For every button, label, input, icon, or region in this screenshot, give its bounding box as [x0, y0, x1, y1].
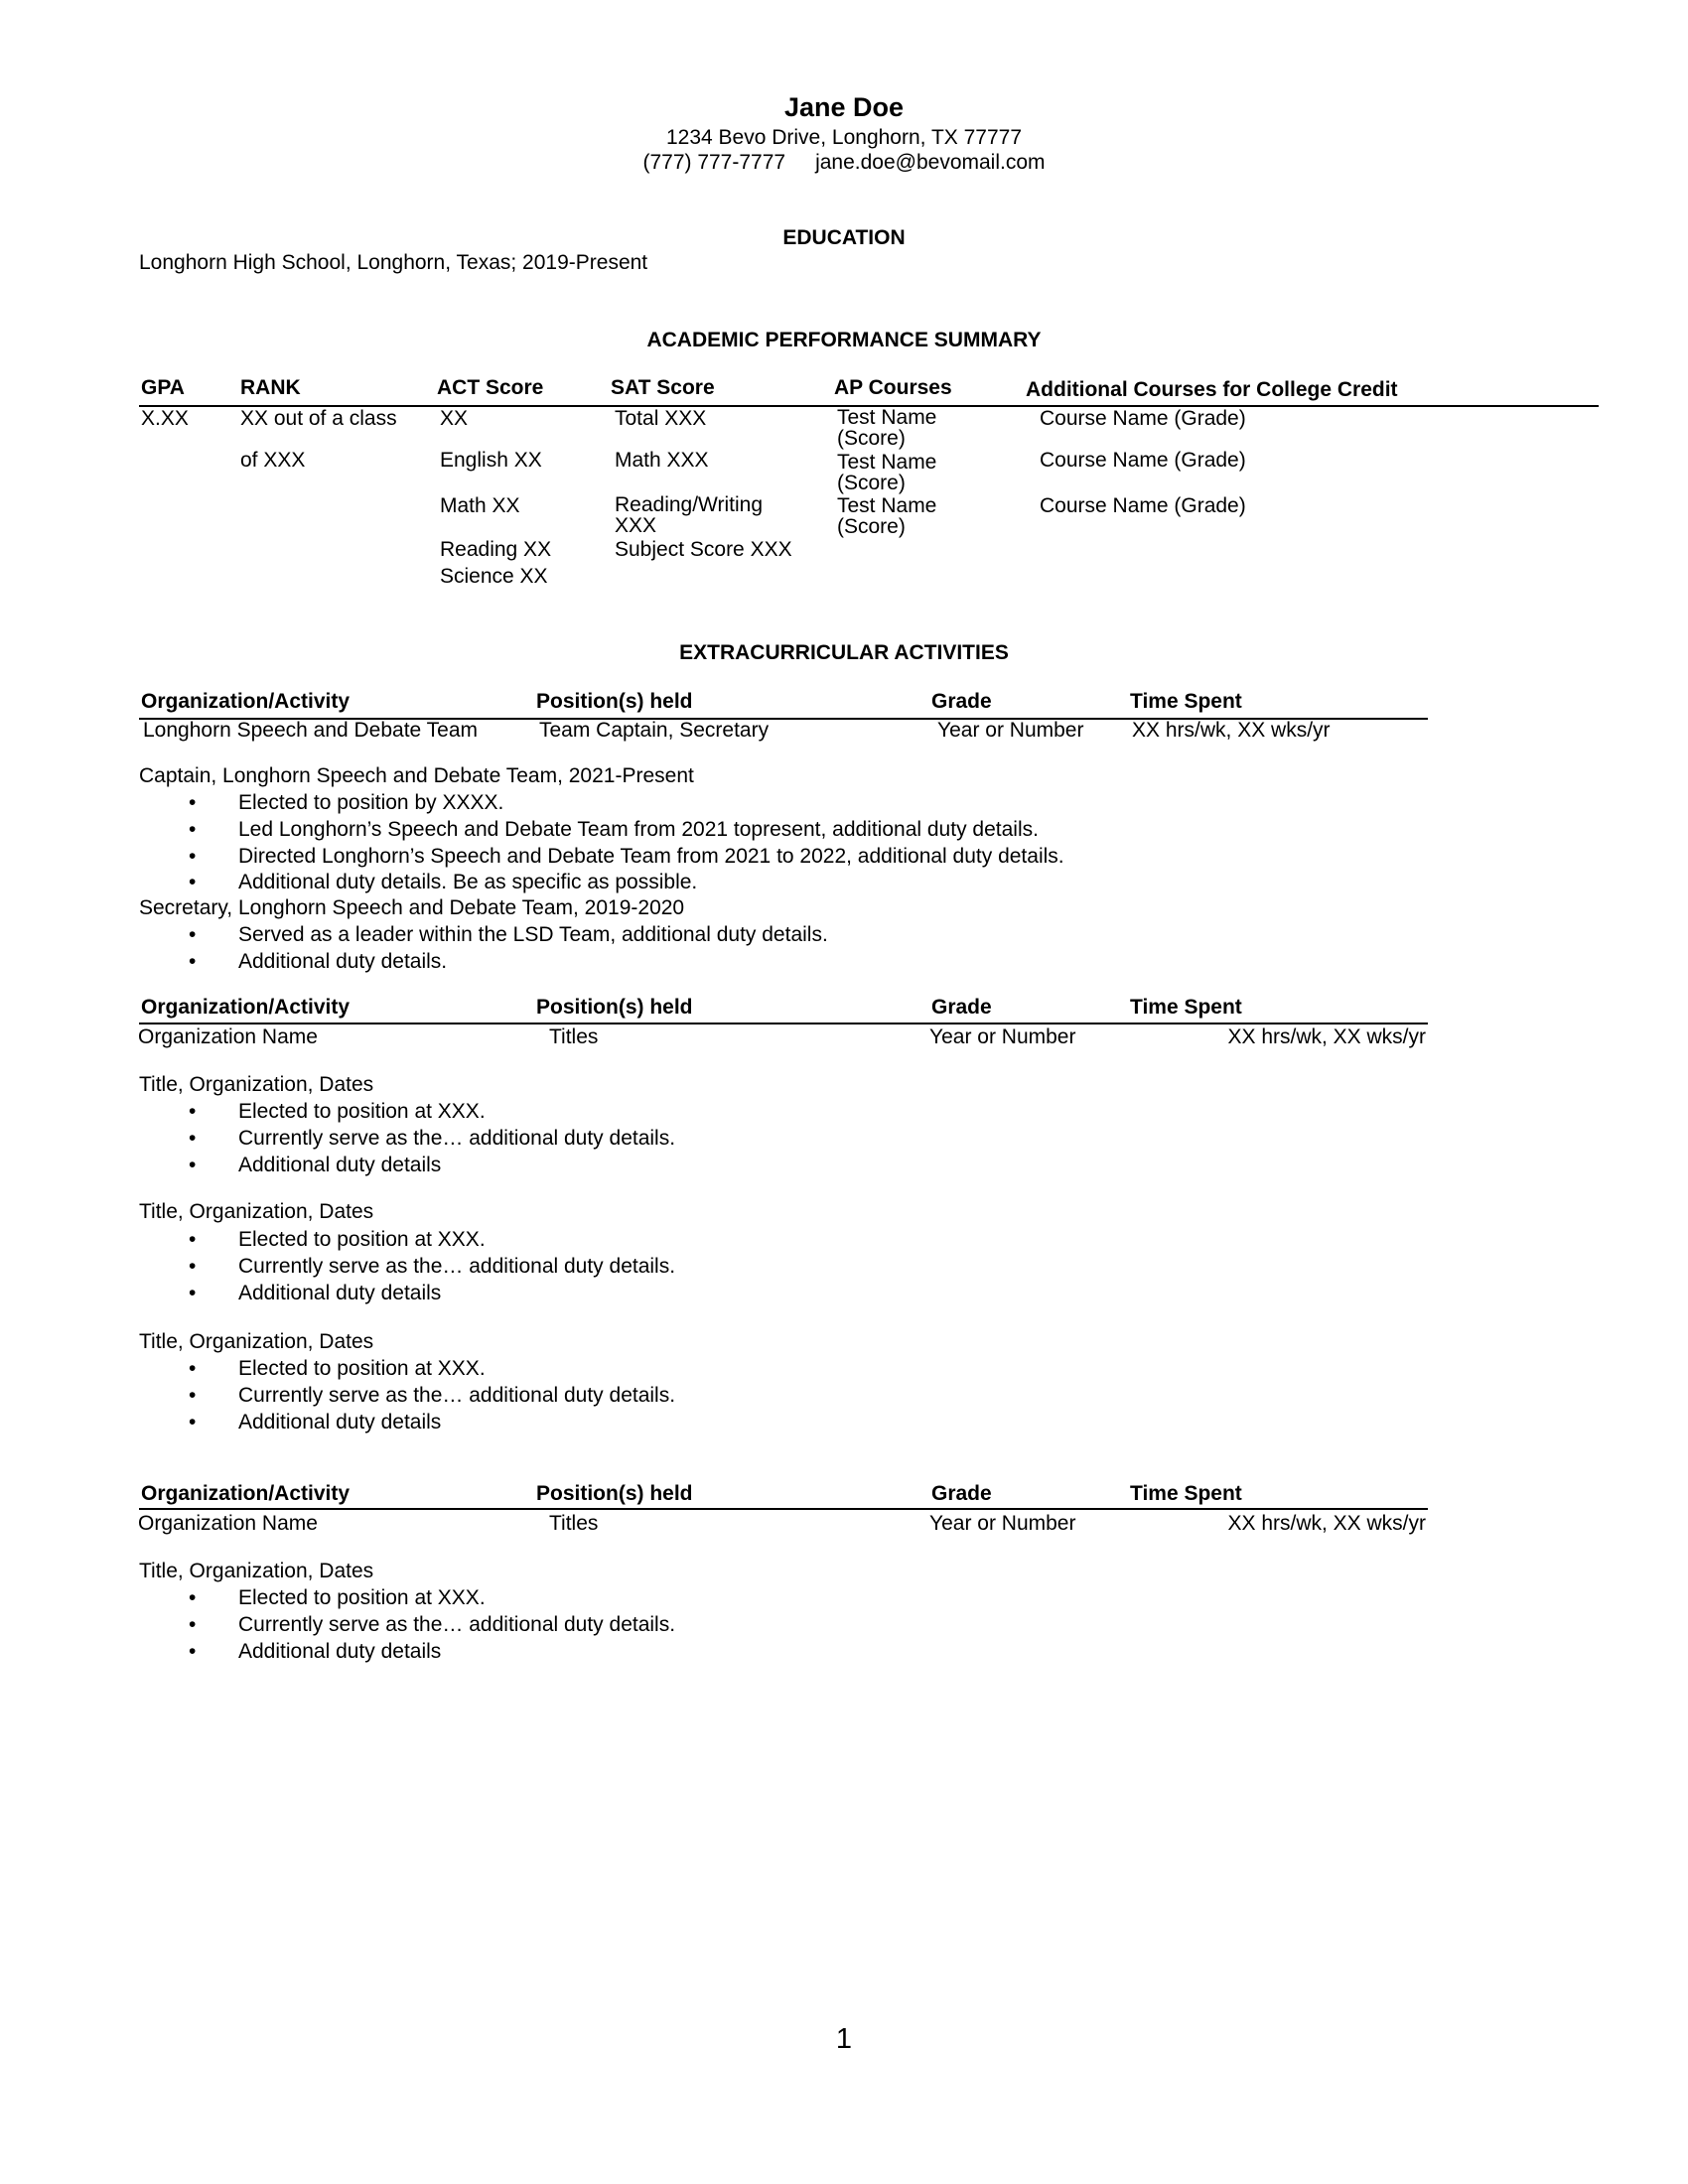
bullet-marker: • — [189, 1255, 197, 1278]
activity-position: Titles — [549, 1025, 599, 1048]
phone-number: (777) 777-7777 — [642, 151, 786, 174]
duty-item: Elected to position at XXX. — [238, 1100, 486, 1123]
act-line: English XX — [440, 449, 542, 472]
additional-courses-header: Additional Courses for College Credit — [1026, 378, 1398, 401]
duty-item: Currently serve as the… additional duty details. — [238, 1613, 676, 1636]
extracurricular-heading: EXTRACURRICULAR ACTIVITIES — [679, 641, 1009, 664]
page-number: 1 — [835, 2023, 853, 2055]
ap-course: Test Name (Score) — [837, 406, 937, 450]
duty-item: Additional duty details. Be as specific as possible. — [238, 871, 698, 893]
email-address: jane.doe@bevomail.com — [815, 151, 1046, 174]
rank-header: RANK — [240, 376, 301, 399]
duty-item: Currently serve as the… additional duty details. — [238, 1255, 676, 1278]
duty-item: Additional duty details — [238, 1282, 442, 1304]
activity-grade: Year or Number — [929, 1025, 1076, 1048]
bullet-marker: • — [189, 1384, 197, 1407]
additional-course: Course Name (Grade) — [1040, 407, 1246, 430]
duty-item: Elected to position at XXX. — [238, 1228, 486, 1251]
school-line: Longhorn High School, Longhorn, Texas; 2019-Present — [139, 251, 648, 274]
bullet-marker: • — [189, 845, 197, 868]
rank-line: of XXX — [240, 449, 306, 472]
candidate-name: Jane Doe — [783, 92, 905, 122]
bullet-marker: • — [189, 1127, 197, 1150]
gpa-header: GPA — [141, 376, 185, 399]
sat-header: SAT Score — [611, 376, 715, 399]
act-line: Reading XX — [440, 538, 552, 561]
rank-line: XX out of a class — [240, 407, 397, 430]
act-header: ACT Score — [437, 376, 544, 399]
address-line: 1234 Bevo Drive, Longhorn, TX 77777 — [665, 126, 1023, 149]
activity-org: Organization Name — [138, 1025, 318, 1048]
duty-item: Additional duty details. — [238, 950, 448, 973]
activity-header-rule — [139, 1023, 1428, 1024]
time-header: Time Spent — [1130, 996, 1242, 1019]
bullet-marker: • — [189, 1228, 197, 1251]
time-header: Time Spent — [1130, 1482, 1242, 1505]
position-header: Position(s) held — [536, 690, 693, 713]
additional-course: Course Name (Grade) — [1040, 449, 1246, 472]
act-line: XX — [440, 407, 469, 430]
role-title: Secretary, Longhorn Speech and Debate Team, 2019-2020 — [139, 896, 685, 919]
bullet-marker: • — [189, 871, 197, 893]
ap-course: Test Name (Score) — [837, 451, 937, 494]
activity-org: Longhorn Speech and Debate Team — [143, 719, 479, 742]
sat-line: Reading/Writing XXX — [615, 493, 764, 537]
bullet-marker: • — [189, 1154, 197, 1176]
duty-item: Additional duty details — [238, 1640, 442, 1663]
bullet-marker: • — [189, 923, 197, 946]
bullet-marker: • — [189, 818, 197, 841]
org-header: Organization/Activity — [141, 996, 351, 1019]
bullet-marker: • — [189, 791, 197, 814]
time-header: Time Spent — [1130, 690, 1242, 713]
org-header: Organization/Activity — [141, 690, 351, 713]
bullet-marker: • — [189, 1640, 197, 1663]
role-title: Title, Organization, Dates — [139, 1560, 374, 1582]
bullet-marker: • — [189, 1100, 197, 1123]
gpa-value: X.XX — [141, 407, 189, 430]
activity-position: Team Captain, Secretary — [539, 719, 770, 742]
position-header: Position(s) held — [536, 1482, 693, 1505]
activity-position: Titles — [549, 1512, 599, 1535]
duty-item: Directed Longhorn’s Speech and Debate Team from 2021 to 2022, additional duty details. — [238, 845, 1064, 868]
duty-item: Elected to position at XXX. — [238, 1586, 486, 1609]
bullet-marker: • — [189, 950, 197, 973]
act-line: Science XX — [440, 565, 548, 588]
activity-org: Organization Name — [138, 1512, 318, 1535]
org-header: Organization/Activity — [141, 1482, 351, 1505]
activity-time: XX hrs/wk, XX wks/yr — [1227, 1512, 1426, 1535]
grade-header: Grade — [931, 996, 992, 1019]
role-title: Title, Organization, Dates — [139, 1330, 374, 1353]
act-line: Math XX — [440, 494, 520, 517]
grade-header: Grade — [931, 690, 992, 713]
ap-header: AP Courses — [834, 376, 952, 399]
contact-line — [0, 151, 1688, 175]
academic-heading: ACADEMIC PERFORMANCE SUMMARY — [646, 329, 1042, 351]
bullet-marker: • — [189, 1282, 197, 1304]
bullet-marker: • — [189, 1586, 197, 1609]
activity-grade: Year or Number — [929, 1512, 1076, 1535]
duty-item: Additional duty details — [238, 1411, 442, 1433]
duty-item: Served as a leader within the LSD Team, additional duty details. — [238, 923, 828, 946]
duty-item: Led Longhorn’s Speech and Debate Team from 2021 topresent, additional duty details. — [238, 818, 1039, 841]
role-title: Title, Organization, Dates — [139, 1200, 374, 1223]
role-title: Captain, Longhorn Speech and Debate Team, 2021-Present — [139, 764, 694, 787]
activity-header-rule — [139, 1508, 1428, 1510]
duty-item: Elected to position at XXX. — [238, 1357, 486, 1380]
position-header: Position(s) held — [536, 996, 693, 1019]
grade-header: Grade — [931, 1482, 992, 1505]
bullet-marker: • — [189, 1613, 197, 1636]
role-title: Title, Organization, Dates — [139, 1073, 374, 1096]
duty-item: Elected to position by XXXX. — [238, 791, 504, 814]
sat-line: Total XXX — [615, 407, 707, 430]
sat-line: Math XXX — [615, 449, 709, 472]
activity-time: XX hrs/wk, XX wks/yr — [1227, 1025, 1426, 1048]
duty-item: Additional duty details — [238, 1154, 442, 1176]
activity-grade: Year or Number — [937, 719, 1084, 742]
activity-time: XX hrs/wk, XX wks/yr — [1132, 719, 1331, 742]
duty-item: Currently serve as the… additional duty details. — [238, 1384, 676, 1407]
education-heading: EDUCATION — [782, 226, 906, 249]
bullet-marker: • — [189, 1411, 197, 1433]
duty-item: Currently serve as the… additional duty details. — [238, 1127, 676, 1150]
bullet-marker: • — [189, 1357, 197, 1380]
additional-course: Course Name (Grade) — [1040, 494, 1246, 517]
sat-line: Subject Score XXX — [615, 538, 792, 561]
ap-course: Test Name (Score) — [837, 494, 937, 538]
